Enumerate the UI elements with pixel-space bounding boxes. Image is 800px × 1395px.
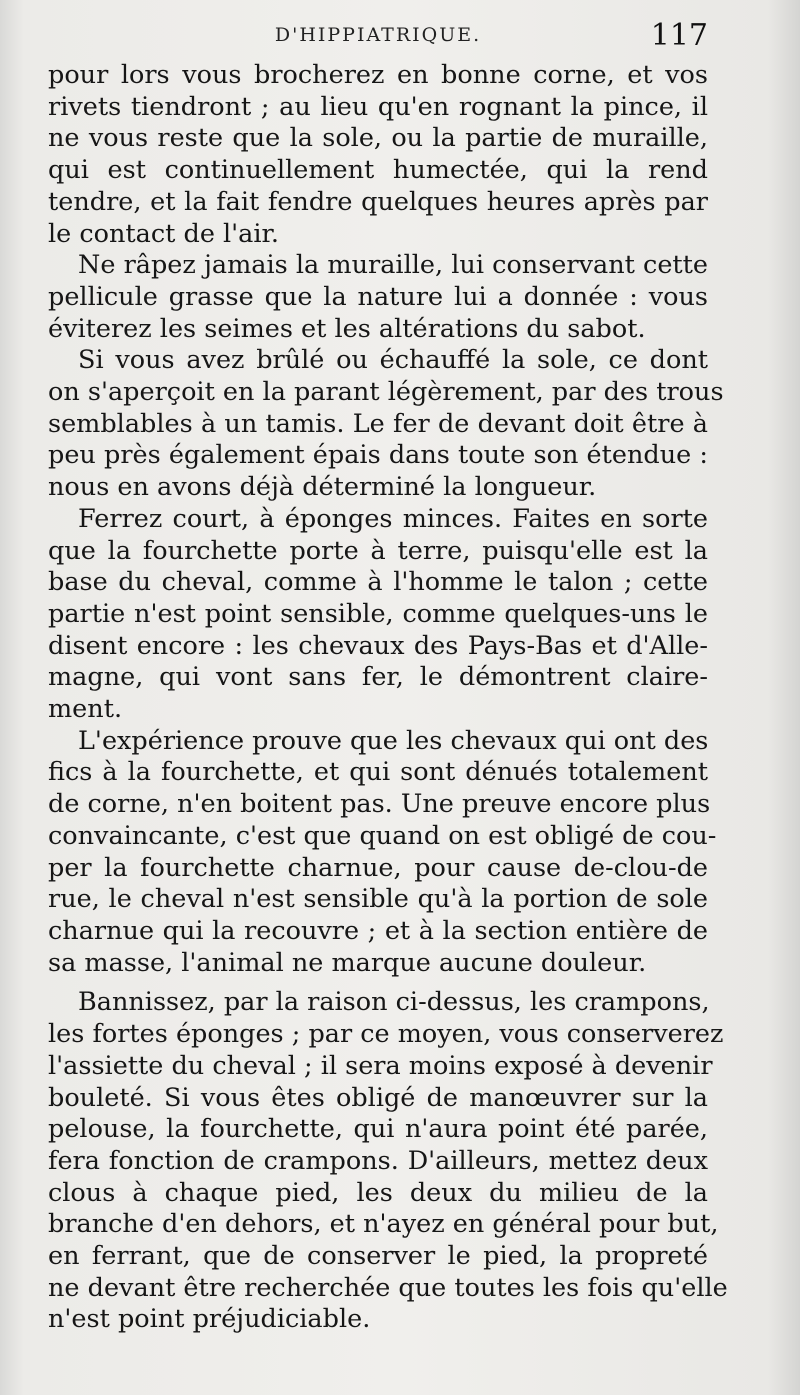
- text-line: branche d'en dehors, et n'ayez en général pour but,: [48, 1209, 719, 1240]
- text-line: on s'aperçoit en la parant légèrement, par des trous: [48, 377, 724, 408]
- page-header: [48, 18, 708, 58]
- text-line: sa masse, l'animal ne marque aucune douleur.: [48, 947, 647, 978]
- text-line: Ne râpez jamais la muraille, lui conservant cette: [78, 250, 708, 281]
- paragraph-gap: [48, 979, 708, 987]
- text-line: le contact de l'air.: [48, 218, 280, 249]
- text-line: magne, qui vont sans fer, le démontrent claire-: [48, 662, 708, 693]
- text-line: ne vous reste que la sole, ou la partie de muraille,: [48, 123, 708, 154]
- text-line: pour lors vous brocherez en bonne corne, et vos: [48, 60, 708, 90]
- text-line: semblables à un tamis. Le fer de devant doit être à: [48, 408, 708, 439]
- text-line: per la fourchette charnue, pour cause de-clou-de: [48, 852, 708, 883]
- text-line: tendre, et la fait fendre quelques heures après par: [48, 186, 708, 217]
- paragraph: [48, 60, 708, 250]
- text-line: convaincante, c'est que quand on est obligé de cou-: [48, 820, 717, 851]
- text-line: rivets tiendront ; au lieu qu'en rognant la pince, il: [48, 91, 708, 122]
- text-line: partie n'est point sensible, comme quelques-uns le: [48, 598, 708, 629]
- text-line: que la fourchette porte à terre, puisqu'elle est la: [48, 535, 708, 566]
- text-line: peu près également épais dans toute son étendue :: [48, 440, 708, 471]
- text-line: ment.: [48, 694, 123, 725]
- text-line: bouleté. Si vous êtes obligé de manœuvrer sur la: [48, 1082, 708, 1113]
- text-line: Si vous avez brûlé ou échauffé la sole, ce dont: [78, 345, 708, 376]
- text-line: disent encore : les chevaux des Pays-Bas et d'Alle-: [48, 630, 708, 661]
- text-line: qui est continuellement humectée, qui la rend: [48, 155, 708, 186]
- text-line: n'est point préjudiciable.: [48, 1304, 371, 1335]
- text-line: éviterez les seimes et les altérations du sabot.: [48, 313, 646, 344]
- text-line: pelouse, la fourchette, qui n'aura point été parée,: [48, 1114, 708, 1145]
- text-line: L'expérience prouve que les chevaux qui ont des: [78, 725, 709, 756]
- text-line: de corne, n'en boitent pas. Une preuve encore plus: [48, 789, 711, 820]
- paragraph: [48, 345, 724, 504]
- text-line: ne devant être recherchée que toutes les fois qu'elle: [48, 1272, 728, 1303]
- text-line: pellicule grasse que la nature lui a donnée : vous: [48, 281, 708, 312]
- text-line: Ferrez court, à éponges minces. Faites en sorte: [78, 503, 708, 534]
- text-line: fics à la fourchette, et qui sont dénués totalement: [48, 757, 708, 788]
- text-line: base du cheval, comme à l'homme le talon ; cette: [48, 567, 708, 598]
- text-line: clous à chaque pied, les deux du milieu de la: [48, 1177, 708, 1208]
- page-body: [48, 60, 728, 1336]
- paragraph: [48, 504, 708, 726]
- text-line: charnue qui la recouvre ; et à la section entière de: [48, 915, 708, 946]
- paragraph: [48, 987, 728, 1336]
- running-title: D'HIPPIATRIQUE.: [274, 24, 482, 46]
- paragraph: [48, 250, 708, 345]
- text-line: Bannissez, par la raison ci-dessus, les crampons,: [78, 987, 710, 1018]
- page-number: 117: [650, 18, 708, 53]
- text-line: les fortes éponges ; par ce moyen, vous conserverez: [48, 1019, 724, 1050]
- text-line: nous en avons déjà déterminé la longueur.: [48, 472, 597, 503]
- text-line: fera fonction de crampons. D'ailleurs, mettez deux: [48, 1145, 708, 1176]
- text-line: rue, le cheval n'est sensible qu'à la portion de sole: [48, 884, 708, 915]
- paragraph: [48, 725, 717, 980]
- text-line: l'assiette du cheval ; il sera moins exposé à devenir: [48, 1050, 713, 1081]
- text-line: en ferrant, que de conserver le pied, la propreté: [48, 1241, 708, 1272]
